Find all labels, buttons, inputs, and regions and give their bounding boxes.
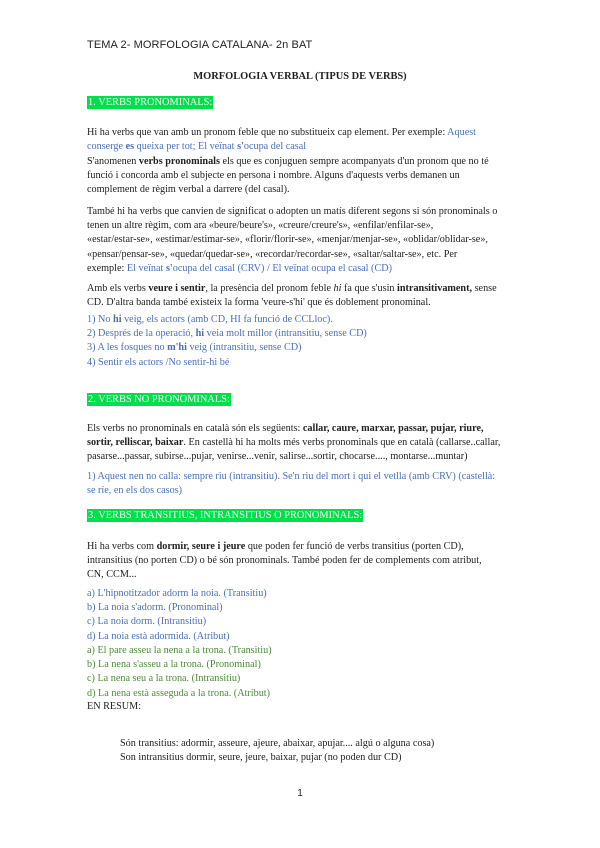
section-3-heading: 3. VERBS TRANSITIUS, INTRANSITIUS O PRONOMINALS: (88, 510, 363, 521)
section-1-examples: 1) No hi veig, els actors (amb CD, HI fa funció de CCLloc). 2) Després de la operació, hi veia molt millor (intransitiu, sense CD) 3) A les fosques no m'hi veig (intransitiu, sense CD) 4) Sentir els actors /No sentir-hi bé (87, 314, 367, 368)
section-2-example: 1) Aquest nen no calla: sempre riu (intransitiu). Se'n riu del mort i qui el vetlla (amb CRV) (castellà: se ríe, en els dos casos) (87, 471, 496, 497)
page-header: TEMA 2- MORFOLOGIA CATALANA- 2n BAT (87, 39, 313, 51)
example-line: d) La nena està asseguda a la trona. (Atribut) (87, 687, 271, 699)
resum-list: Són transitius: adormir, asseure, ajeure, abaixar, apujar.... algú o alguna cosa) Son intransitius dormir, seure, jeure, baixar, pujar (no poden dur CD) (120, 738, 435, 763)
page-number: 1 (297, 788, 303, 799)
section-3-paragraph-1: Hi ha verbs com dormir, seure i jeure que poden fer funció de verbs transitius (porten CD), intransitius (no porten CD) o bé són pronominals. També poden fer de complements com atribut, CN, CCM... (87, 541, 482, 581)
document-title: MORFOLOGIA VERBAL (TIPUS DE VERBS) (193, 71, 407, 82)
example-line: a) El pare asseu la nena a la trona. (Transitiu) (87, 645, 272, 656)
section-1-paragraph-4: Amb els verbs veure i sentir, la presència del pronom feble hi fa que s'usin intransitivament, sense CD. D'altra banda també existeix la forma 'veure-s'hi' que és doblement pronominal. (87, 283, 497, 309)
example-line: a) L'hipnotitzador adorm la noia. (Transitiu) (87, 588, 267, 599)
section-1-paragraph-2: S'anomenen verbs pronominals els que es conjuguen sempre acompanyats d'un pronom que no té funció i concorda amb el subjecte en persona i nombre. Alguns d'aquests verbs demanen un complement de règim verbal a darrere (del casal). (87, 156, 489, 196)
example-line: d) La noia està adormida. (Atribut) (87, 630, 230, 642)
resum-label: EN RESUM: (87, 701, 142, 712)
section-1-paragraph-3: També hi ha verbs que canvien de significat o adopten un matís diferent segons si són pronominals o tenen un altre règim, com ara «beure/beure's», «creure/creure's», «enfilar/enfilar-se», «estar/estar-se», «estimar/estimar-se», «florir/florir-se», «menjar/menjar-se», «oblidar/oblidar-se», «pensar/pensar-se», «quedar/quedar-se», «recordar/recordar-se», «saltar/saltar-se», etc. Per exemple: El veïnat s'ocupa del casal (CRV) / El veïnat ocupa el casal (CD) (87, 206, 498, 274)
example-line: b) La nena s'asseu a la trona. (Pronominal) (87, 659, 261, 671)
section-1-heading: 1. VERBS PRONOMINALS: (88, 97, 213, 108)
section-1-paragraph-1: Hi ha verbs que van amb un pronom feble que no substitueix cap element. Per exemple: Aquest conserge es queixa per tot; El veïnat s'ocupa del casal (87, 127, 477, 153)
section-3-blue-examples (87, 587, 517, 644)
section-2-heading: 2. VERBS NO PRONOMINALS: (88, 394, 230, 405)
example-line: b) La noia s'adorm. (Pronominal) (87, 602, 223, 614)
section-2-paragraph-1: Els verbs no pronominals en català són els següents: callar, caure, marxar, passar, pujar, riure, sortir, relliscar, baixar. En castellà hi ha molts més verbs pronominals que en català (callarse..callar, pasarse...passar, subirse...pujar, venirse...venir, salirse...sortir, chocarse...., montarse...muntar) (87, 423, 501, 463)
section-3-green-examples (87, 644, 517, 701)
example-line: c) La nena seu a la trona. (Intransitiu) (87, 673, 241, 685)
example-line: c) La noia dorm. (Intransitiu) (87, 616, 207, 628)
